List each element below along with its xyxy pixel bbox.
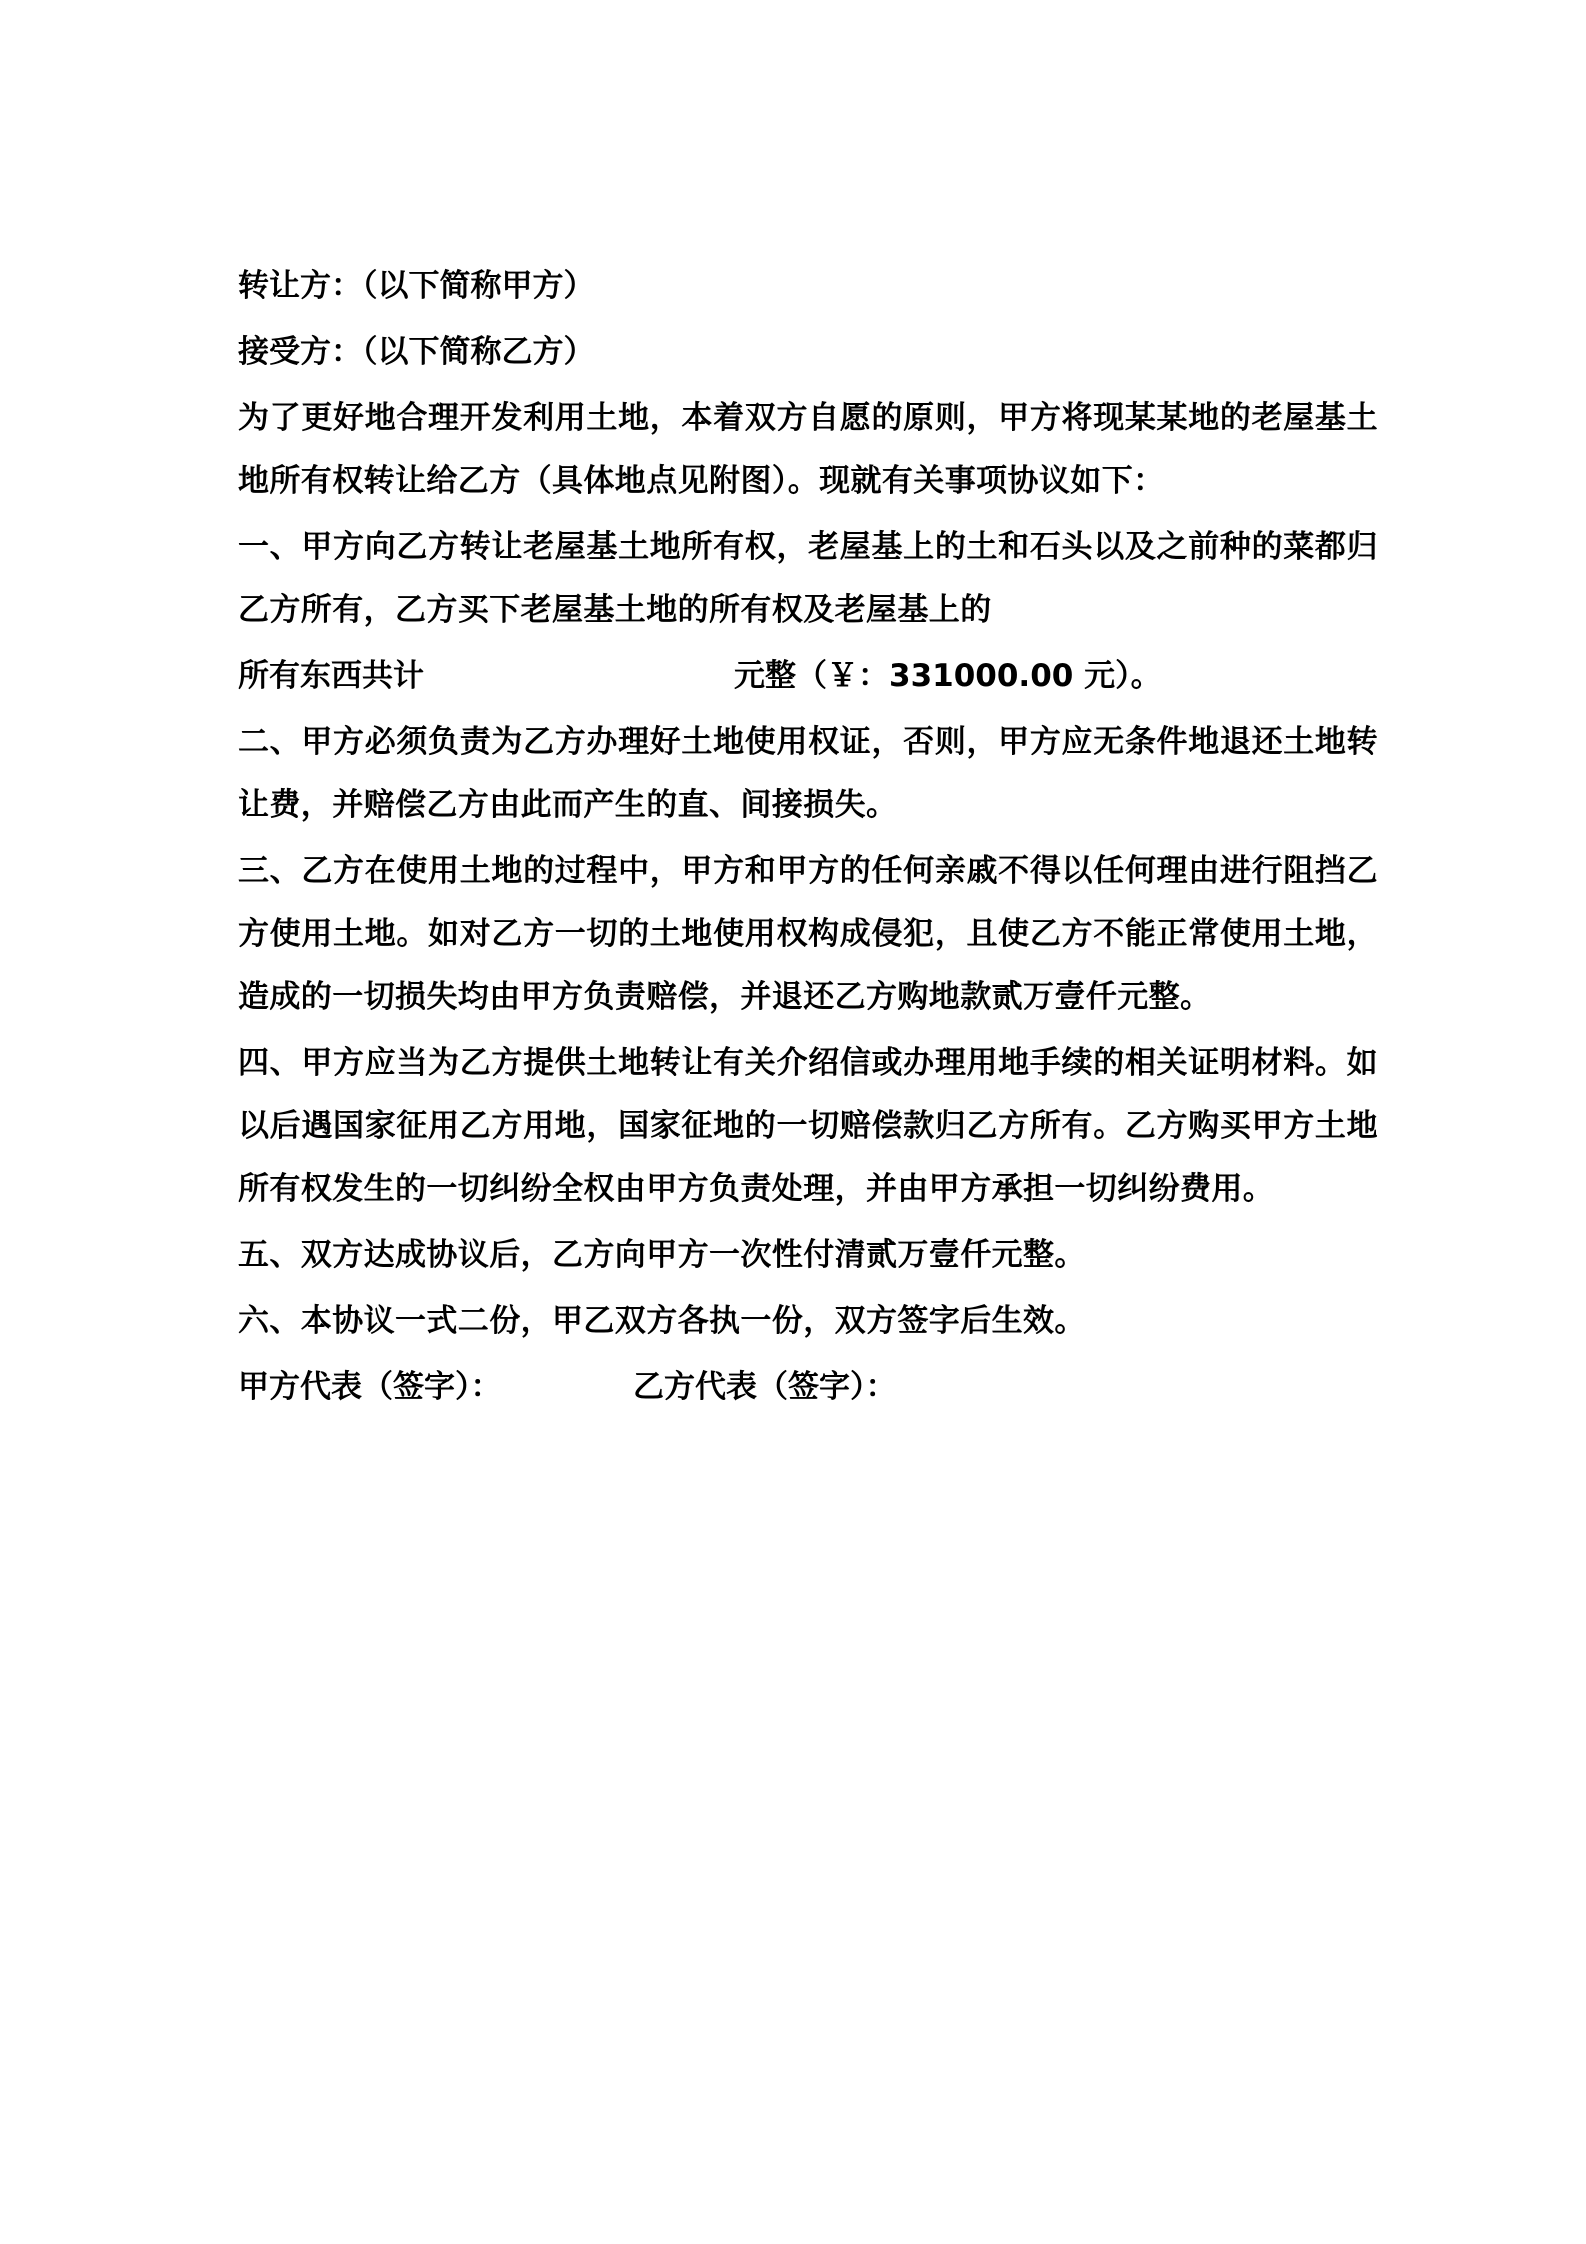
amount-prefix: 所有东西共计 (238, 658, 424, 694)
party-b-signature-label: 乙方代表（签字）： (633, 1369, 897, 1405)
clause-six-paragraph: 六、本协议一式二份，甲乙双方各执一份，双方签字后生效。 (238, 1303, 1086, 1339)
preamble-paragraph: 为了更好地合理开发利用土地，本着双方自愿的原则，甲方将现某某地的老屋基土地所有权转让给乙方（具体地点见附图）。现就有关事项协议如下： (238, 400, 1378, 499)
signature-row (238, 1356, 1378, 1418)
clause-four-paragraph: 四、甲方应当为乙方提供土地转让有关介绍信或办理用地手续的相关证明材料。如以后遇国家征用乙方用地，国家征地的一切赔偿款归乙方所有。乙方购买甲方土地所有权发生的一切纠纷全权由甲方负责处理，并由甲方承担一切纠纷费用。 (238, 1045, 1378, 1207)
clause-two-paragraph: 二、甲方必须负责为乙方办理好土地使用权证，否则，甲方应无条件地退还土地转让费，并赔偿乙方由此而产生的直、间接损失。 (238, 724, 1378, 823)
clause-one-paragraph: 一、甲方向乙方转让老屋基土地所有权，老屋基上的土和石头以及之前种的菜都归乙方所有，乙方买下老屋基土地的所有权及老屋基上的 (238, 529, 1378, 628)
transferor-line: 转让方：（以下简称甲方） (238, 268, 595, 304)
amount-suffix: 元整（￥：331000.00 元）。 (734, 658, 1162, 694)
transferee-line: 接受方：（以下简称乙方） (238, 334, 595, 370)
amount-line (238, 645, 1378, 708)
amount-blank (424, 658, 734, 694)
clause-three-paragraph: 三、乙方在使用土地的过程中，甲方和甲方的任何亲戚不得以任何理由进行阻挡乙方使用土地。如对乙方一切的土地使用权构成侵犯，且使乙方不能正常使用土地，造成的一切损失均由甲方负责赔偿，并退还乙方购地款贰万壹仟元整。 (238, 853, 1378, 1015)
document-body (238, 255, 1378, 1418)
party-a-signature-label: 甲方代表（签字）： (238, 1369, 502, 1405)
clause-five-paragraph: 五、双方达成协议后，乙方向甲方一次性付清贰万壹仟元整。 (238, 1237, 1086, 1273)
